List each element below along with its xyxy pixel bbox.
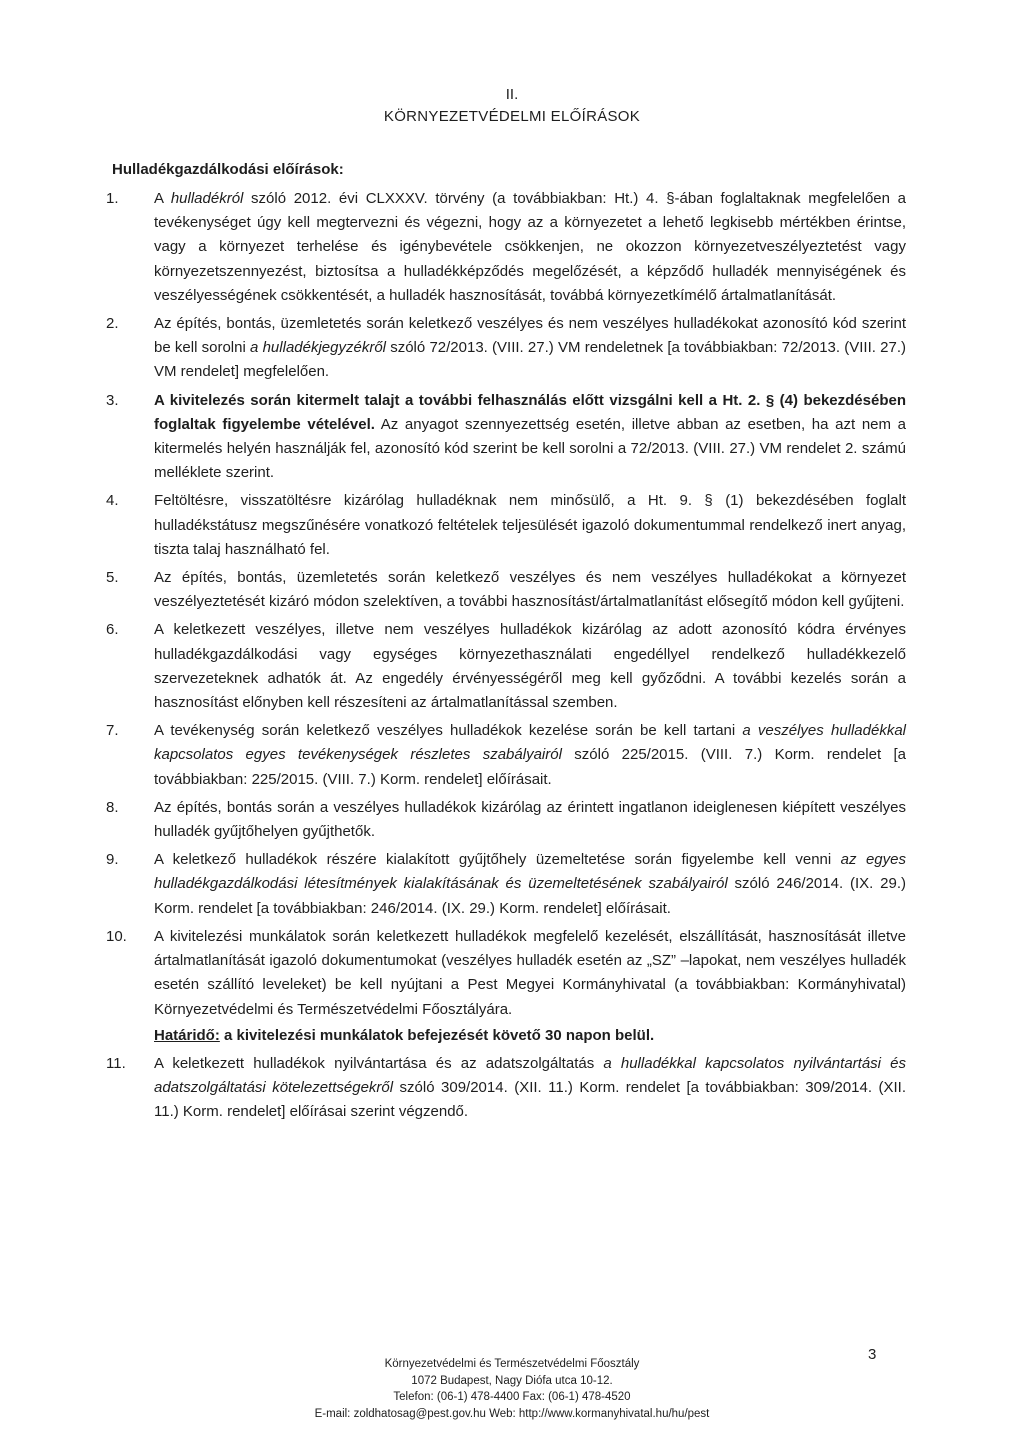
deadline-note: [106, 1024, 906, 1048]
item-number: 5.: [106, 569, 119, 587]
item-number: 3.: [106, 391, 119, 409]
footer-contact: E-mail: zoldhatosag@pest.gov.hu Web: http://www.kormanyhivatal.hu/hu/pest: [314, 1407, 710, 1420]
item-text: A tevékenység során keletkező veszélyes hulladékok kezelése során be kell tartani: [154, 722, 743, 740]
list-item: [106, 848, 906, 921]
item-text: A keletkező hulladékok részére kialakított gyűjtőhely üzemeltetése során figyelembe kell venni: [154, 851, 841, 869]
item-number: 4.: [106, 492, 119, 510]
chapter-number: II.: [505, 86, 519, 103]
item-text-italic: a hulladékkal kapcsolatos nyilvántartási és adatszolgáltatási kötelezettségekről: [154, 1054, 907, 1097]
footer-phone: Telefon: (06-1) 478-4400 Fax: (06-1) 478-4520: [393, 1391, 631, 1403]
item-number: 7.: [106, 722, 119, 740]
list-item: [106, 796, 906, 844]
footer-address: 1072 Budapest, Nagy Diófa utca 10-12.: [411, 1374, 613, 1387]
item-text: A keletkezett hulladékok nyilvántartása és az adatszolgáltatás: [154, 1054, 604, 1072]
item-text: A keletkezett veszélyes, illetve nem veszélyes hulladékok kizárólag az adott azonosító kódra érvényes hulladékgazdálkodási vagy egységes környezethasználati engedéllyel rendelkező hulladékkezelő szervezeteknek adhatók át. Az engedély érvényességéről meg kell győződni. A további kezelés során a hasznosítást előnyben kell részesíteni az ártalmatlanítással szemben.: [154, 621, 906, 712]
item-text: szóló 2012. évi CLXXXV. törvény (a továbbiakban: Ht.) 4. §-ában foglaltaknak megfelelően a tevékenységet úgy kell megtervezni és végezni, hogy az a környezetet a lehető legkisebb mértékben érintse, vagy a környezet terhelése és igénybevétele csökkenjen, ne okozzon környezetveszélyeztetést vagy környezetszennyezést, biztosítsa a hulladékképződés megelőzését, a képződő hulladék mennyiségének és veszélyességének csökkentését, a hulladék hasznosítását, továbbá környezetkímélő ártalmatlanítását.: [154, 190, 906, 304]
list-item: [106, 389, 906, 486]
page-footer: [212, 1356, 812, 1422]
item-text: szóló 246/2014. (IX. 29.) Korm. rendelet [a továbbiakban: 246/2014. (IX. 29.) Korm. rendelet] előírásait.: [154, 875, 906, 917]
item-text: szóló 72/2013. (VIII. 27.) VM rendeletnek [a továbbiakban: 72/2013. (VIII. 27.) VM rendelet] megfelelően.: [154, 339, 906, 381]
item-number: 8.: [106, 798, 119, 816]
item-number: 9.: [106, 851, 119, 869]
footer-department: Környezetvédelmi és Természetvédelmi Főosztály: [384, 1358, 640, 1370]
deadline-label: Határidő:: [154, 1026, 220, 1044]
item-text-italic: a hulladékjegyzékről: [250, 339, 386, 357]
list-item: [106, 187, 906, 308]
item-text-bold: A kivitelezés során kitermelt talajt a további felhasználás előtt vizsgálni kell a Ht. 2. § (4) bekezdésében foglaltak figyelembe vételével.: [154, 391, 906, 433]
list-item: [106, 925, 906, 1022]
item-text: Az anyagot szennyezettség esetén, illetve abban az esetben, ha azt nem a kitermelés helyén használják fel, azonosító kód szerint be kell sorolni a 72/2013. (VIII. 27.) VM rendelet 2. számú melléklete szerint.: [154, 415, 906, 482]
list-item: [106, 566, 906, 614]
item-text: Az építés, bontás, üzemletetés során keletkező veszélyes és nem veszélyes hulladékokat a környezet veszélyeztetését kizáró módon szelektíven, a további hasznosítást/ártalmatlanítást elősegítő módon kell gyűjteni.: [154, 569, 906, 611]
chapter-title: KÖRNYEZETVÉDELMI ELŐÍRÁSOK: [383, 108, 641, 125]
item-number: 1.: [106, 190, 119, 207]
item-number: 10.: [106, 927, 127, 945]
item-text: Az építés, bontás során a veszélyes hulladékok kizárólag az érintett ingatlanon ideiglenesen kiépített veszélyes hulladék gyűjtőhelyen gyűjthetők.: [154, 798, 906, 841]
item-text: szóló 225/2015. (VIII. 7.) Korm. rendelet [a továbbiakban: 225/2015. (VIII. 7.) Korm. rendelet] előírásait.: [154, 746, 906, 788]
item-text-italic: az egyes hulladékgazdálkodási létesítmények kialakításának és üzemeltetésének szabályairól: [154, 851, 906, 893]
list-item: [106, 489, 906, 562]
item-text-italic: a veszélyes hulladékkal kapcsolatos egyes tevékenységek részletes szabályairól: [154, 722, 906, 764]
list-item: [106, 618, 906, 715]
item-number: 6.: [106, 621, 119, 639]
item-text: Az építés, bontás, üzemletetés során keletkező veszélyes és nem veszélyes hulladékokat azonosító kód szerint be kell sorolni: [154, 315, 906, 357]
list-item: [106, 1052, 906, 1125]
deadline-text: a kivitelezési munkálatok befejezését követő 30 napon belül.: [219, 1026, 655, 1044]
page-number: 3: [868, 1346, 877, 1363]
item-text: Feltöltésre, visszatöltésre kizárólag hulladéknak nem minősülő, a Ht. 9. § (1) bekezdésében foglalt hulladékstátusz megszűnésére vonatkozó feltételek teljesülését igazoló dokumentummal rendelkező inert anyag, tiszta talaj használható fel.: [154, 492, 906, 558]
item-number: 11.: [106, 1054, 126, 1072]
item-text: A: [154, 190, 171, 207]
list-item: [106, 312, 906, 385]
item-text: A kivitelezési munkálatok során keletkezett hulladékok megfelelő kezelését, elszállítását, hasznosítását illetve ártalmatlanítását igazoló dokumentumokat (veszélyes hulladék esetén az „SZ” –lapokat, nem veszélyes hulladék esetén szállító leveleket) be kell nyújtani a Pest Megyei Kormányhivatal (a továbbiakban: Kormányhivatal) Környezetvédelmi és Természetvédelmi Főosztályára.: [154, 927, 906, 1018]
item-text: szóló 309/2014. (XII. 11.) Korm. rendelet [a továbbiakban: 309/2014. (XII. 11.) Korm. rendelet] előírásai szerint végzendő.: [154, 1079, 906, 1121]
requirements-list: [106, 187, 906, 1129]
item-number: 2.: [106, 315, 119, 333]
list-item: [106, 719, 906, 792]
item-text-italic: hulladékról: [170, 190, 244, 207]
section-heading: Hulladékgazdálkodási előírások:: [112, 161, 344, 178]
